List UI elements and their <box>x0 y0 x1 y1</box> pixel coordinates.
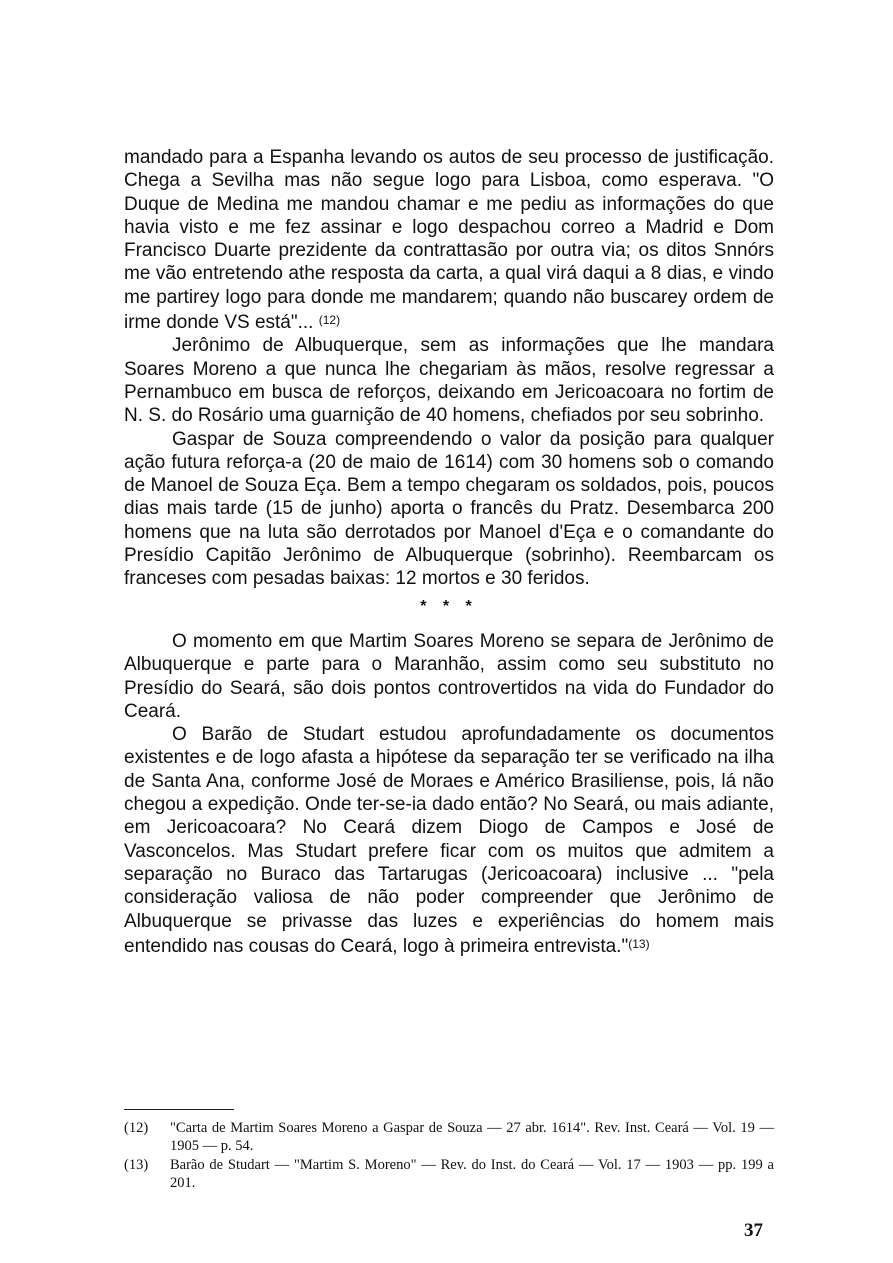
paragraph-text: O Barão de Studart estudou aprofundadamente os documentos existentes e de logo afasta a hipótese da separação ter se verificado na ilha de Santa Ana, conforme José de Moraes e Américo Brasiliense, pois, lá não chegou a expedição. Onde ter-se-ia dado então? No Seará, ou mais adiante, em Jericoacoara? No Ceará dizem Diogo de Campos e José de Vasconcelos. Mas Studart prefere ficar com os muitos que admitem a separação no Buraco das Tartarugas (Jericoacoara) inclusive ... "pela consideração valiosa de não poder compreender que Jerônimo de Albuquerque se privasse das luzes e experiências do homem mais entendido nas cousas do Ceará, logo à primeira entrevista." <box>124 724 774 957</box>
paragraph <box>124 334 774 427</box>
footnotes <box>124 1120 774 1194</box>
footnote-ref-12: (12) <box>318 313 341 328</box>
footnote-ref-13: (13) <box>628 936 650 951</box>
footnote-number: (13) <box>124 1157 149 1173</box>
footnote <box>124 1120 774 1155</box>
footnote <box>124 1157 774 1192</box>
footnote-rule <box>124 1109 234 1110</box>
section-separator: * * * <box>420 597 478 615</box>
page-number: 37 <box>744 1220 763 1241</box>
paragraph <box>124 146 774 334</box>
paragraph-text: Gaspar de Souza compreendendo o valor da posição para qualquer ação futura reforça-a (20 de maio de 1614) com 30 homens sob o comando de Manoel de Souza Eça. Bem a tempo chegaram os soldados, pois, poucos dias mais tarde (15 de junho) aporta o francês du Pratz. Desembarca 200 homens que na luta são derrotados por Manoel d'Eça e o comandante do Presídio Capitão Jerônimo de Albuquerque (sobrinho). Reembarcam os franceses com pesadas baixas: 12 mortos e 30 feridos. <box>124 428 774 590</box>
paragraph-text: Jerônimo de Albuquerque, sem as informações que lhe mandara Soares Moreno a que nunca lhe chegariam às mãos, resolve regressar a Pernambuco em busca de reforços, deixando em Jericoacoara no fortim de N. S. do Rosário uma guarnição de 40 homens, chefiados por seu sobrinho. <box>124 335 774 427</box>
footnote-text: "Carta de Martim Soares Moreno a Gaspar de Souza — 27 abr. 1614". Rev. Inst. Ceará — Vol. 19 — 1905 — p. 54. <box>170 1120 774 1154</box>
paragraph <box>124 428 774 591</box>
footnote-number: (12) <box>124 1120 149 1136</box>
paragraph <box>124 723 774 958</box>
body-text <box>124 146 774 958</box>
paragraph-text: O momento em que Martim Soares Moreno se separa de Jerônimo de Albuquerque e parte para o Maranhão, assim como seu substituto no Presídio do Seará, são dois pontos controvertidos na vida do Fundador do Ceará. <box>124 630 774 722</box>
paragraph <box>124 630 774 723</box>
footnote-text: Barão de Studart — "Martim S. Moreno" — Rev. do Inst. do Ceará — Vol. 17 — 1903 — pp. 199 a 201. <box>170 1157 774 1191</box>
paragraph-text: mandado para a Espanha levando os autos de seu processo de justificação. Chega a Sevilha mas não segue logo para Lisboa, como esperava. "O Duque de Medina me mandou chamar e me pediu as informações do que havia visto e me fez assinar e logo despachou correo a Madrid e Dom Francisco Duarte prezidente da contrattasão por outra via; os ditos Snnórs me vão entretendo athe resposta da carta, a qual virá daqui a 8 dias, e vindo me partirey logo para donde me mandarem; quando não buscarey ordem de irme donde VS está"... <box>124 147 774 334</box>
